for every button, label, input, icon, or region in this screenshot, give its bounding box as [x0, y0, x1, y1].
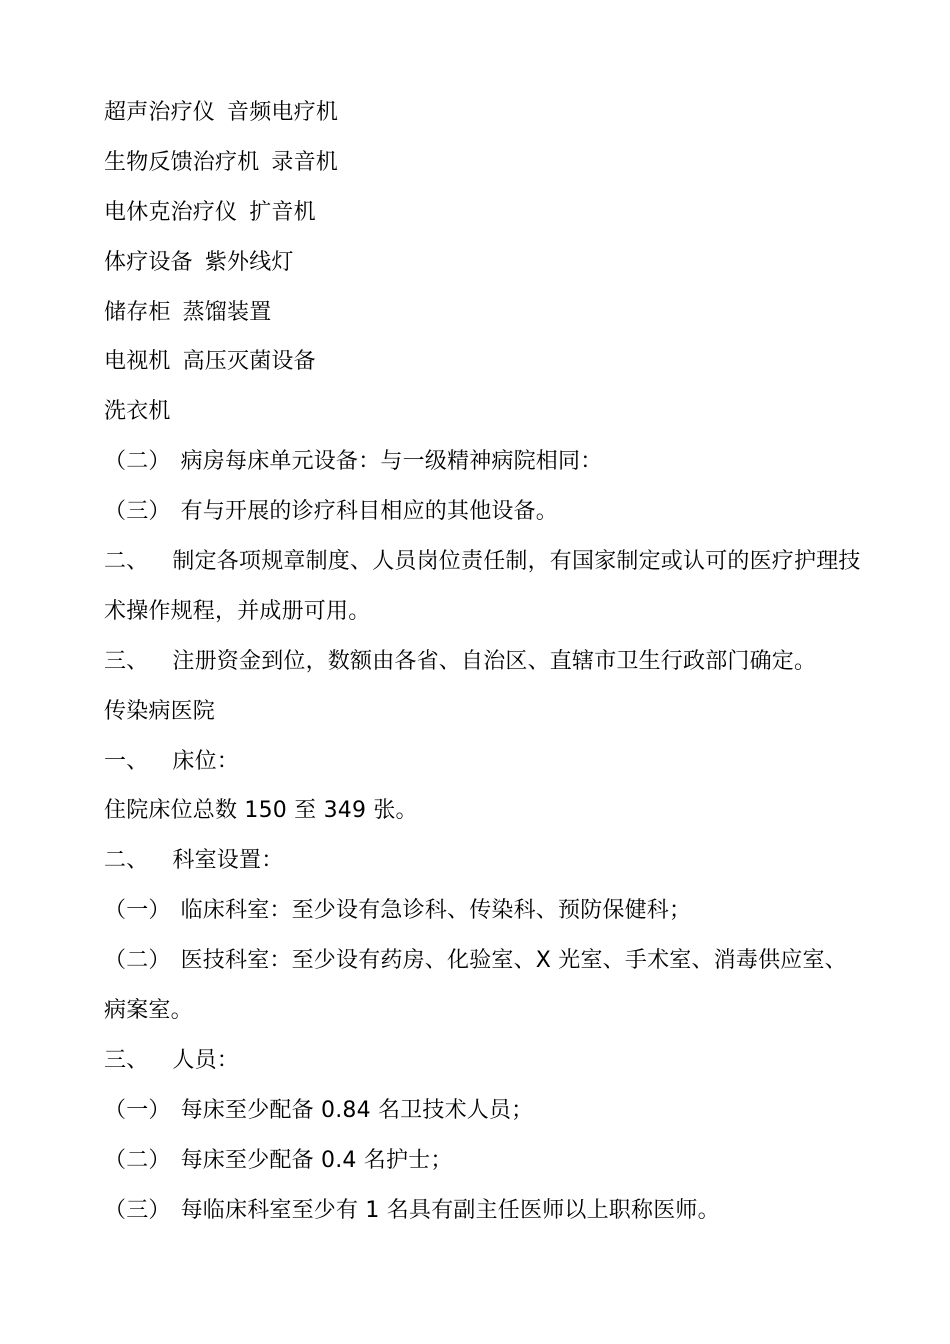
section-rules [104, 549, 861, 575]
item-marker: （三） [104, 499, 171, 525]
equipment-item: 电休克治疗仪 [104, 199, 238, 225]
item-marker: （二） [104, 449, 171, 475]
item-text: 每临床科室至少有 1 名具有副主任医师以上职称医师。 [180, 1197, 720, 1223]
item-text: 医技科室：至少设有药房、化验室、X 光室、手术室、消毒供应室、 [180, 948, 847, 974]
equipment-line [104, 399, 850, 425]
item-marker: （一） [104, 1097, 171, 1123]
heading-text: 传染病医院 [104, 698, 216, 724]
equipment-item: 录音机 [271, 149, 339, 175]
item-text: 病房每床单元设备：与一级精神病院相同： [180, 449, 603, 475]
section-text: 注册资金到位，数额由各省、自治区、直辖市卫生行政部门确定。 [172, 648, 817, 674]
document-page [104, 100, 861, 1247]
equipment-line [104, 349, 850, 375]
equipment-item: 蒸馏装置 [182, 299, 272, 325]
equipment-item: 电视机 [104, 349, 171, 375]
section-text: 术操作规程，并成册可用。 [104, 598, 371, 624]
item-text: 有与开展的诊疗科目相应的其他设备。 [180, 499, 559, 525]
equipment-line [104, 100, 850, 126]
item-text: 每床至少配备 0.84 名卫技术人员； [180, 1097, 534, 1123]
equipment-item: 扩音机 [249, 199, 316, 225]
item-technical-departments-continued [104, 998, 850, 1024]
equipment-item: 超声治疗仪 [104, 100, 216, 125]
section-rules-continued [104, 599, 850, 625]
section-text: 住院床位总数 150 至 349 张。 [104, 798, 418, 824]
item-text: 每床至少配备 0.4 名护士； [180, 1147, 453, 1173]
item-ward-equipment [104, 449, 850, 475]
section-marker: 二、 [104, 549, 149, 575]
equipment-item: 洗衣机 [104, 399, 171, 425]
equipment-line [104, 200, 850, 226]
hospital-title [104, 699, 850, 725]
section-marker: 一、 [104, 748, 149, 774]
item-other-equipment [104, 499, 850, 525]
item-marker: （一） [104, 898, 171, 924]
item-staff-technicians [104, 1098, 850, 1124]
item-staff-nurses [104, 1148, 850, 1174]
equipment-item: 储存柜 [104, 299, 171, 325]
section-marker: 三、 [104, 1047, 149, 1073]
item-marker: （二） [104, 1147, 171, 1173]
section-heading: 人员： [172, 1047, 240, 1073]
equipment-item: 高压灭菌设备 [182, 349, 316, 375]
equipment-line [104, 300, 850, 326]
section-marker: 二、 [104, 848, 149, 874]
equipment-item: 体疗设备 [104, 249, 193, 275]
section-heading: 床位： [172, 748, 240, 774]
beds-detail [104, 798, 850, 824]
equipment-item: 生物反馈治疗机 [104, 149, 260, 175]
item-text: 病案室。 [104, 998, 193, 1024]
equipment-line [104, 250, 850, 276]
section-marker: 三、 [104, 648, 149, 674]
section-staff [104, 1048, 850, 1074]
equipment-line [104, 150, 850, 176]
section-text: 制定各项规章制度、人员岗位责任制，有国家制定或认可的医疗护理技 [172, 549, 861, 575]
section-capital [104, 649, 850, 675]
equipment-item: 音频电疗机 [227, 100, 339, 125]
equipment-item: 紫外线灯 [204, 249, 294, 275]
section-heading: 科室设置： [172, 848, 284, 874]
item-marker: （二） [104, 948, 171, 974]
section-departments [104, 848, 850, 874]
item-technical-departments [104, 948, 850, 974]
item-marker: （三） [104, 1197, 171, 1223]
item-staff-physicians [104, 1198, 850, 1224]
section-beds [104, 749, 850, 775]
item-text: 临床科室：至少设有急诊科、传染科、预防保健科； [180, 898, 692, 924]
item-clinical-departments [104, 898, 850, 924]
